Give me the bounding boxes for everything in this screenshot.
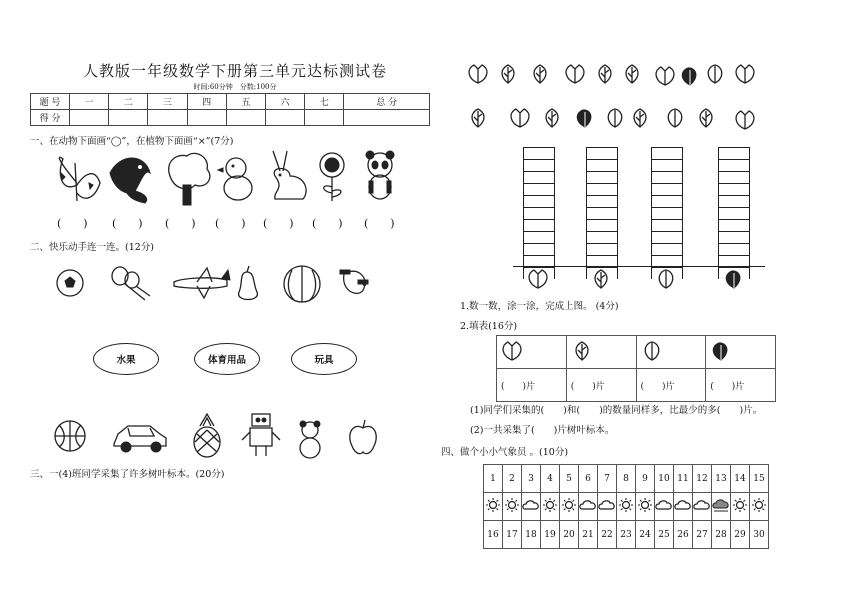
day-number: 2	[503, 465, 522, 493]
bar-column-1[interactable]	[523, 147, 555, 279]
count-cell[interactable]: ( )片	[706, 369, 776, 402]
bar-column-4[interactable]	[718, 147, 750, 279]
day-number: 8	[617, 465, 636, 493]
robot-icon	[242, 414, 280, 456]
day-number: 27	[693, 521, 712, 549]
day-number: 18	[522, 521, 541, 549]
page-title: 人教版一年级数学下册第三单元达标测试卷	[82, 62, 387, 80]
sunny-icon	[503, 493, 522, 521]
leaf-c-icon	[645, 342, 659, 360]
count-cell[interactable]: ( )片	[636, 369, 706, 402]
q3-sub1: 1.数一数，涂一涂，完成上图。 (4分)	[460, 301, 619, 312]
apple-icon	[350, 420, 376, 454]
count-cell[interactable]: ( )片	[497, 369, 567, 402]
day-number: 6	[579, 465, 598, 493]
q3-question-b: (2)一共采集了( )片树叶标本。	[470, 425, 615, 436]
category-sports[interactable]	[194, 343, 260, 375]
day-number: 14	[731, 465, 750, 493]
cloudy-icon	[693, 493, 712, 521]
answer-blank[interactable]: ( )	[57, 217, 88, 230]
day-number: 16	[484, 521, 503, 549]
leaf-a-icon	[503, 342, 521, 360]
category-label: 水果	[116, 355, 136, 366]
sunny-icon	[541, 493, 560, 521]
day-number: 29	[731, 521, 750, 549]
count-cell[interactable]: ( )片	[566, 369, 636, 402]
score-cell[interactable]	[70, 110, 109, 126]
score-header: 四	[187, 94, 226, 110]
leaf-count-table	[496, 335, 776, 402]
teddy-bear-icon	[300, 421, 320, 458]
day-number: 3	[522, 465, 541, 493]
day-number: 4	[541, 465, 560, 493]
score-cell[interactable]	[344, 110, 430, 126]
day-number: 23	[617, 521, 636, 549]
score-header: 七	[305, 94, 344, 110]
day-number: 1	[484, 465, 503, 493]
day-number: 15	[750, 465, 769, 493]
chart-leaf-labels	[520, 268, 770, 290]
day-number: 10	[655, 465, 674, 493]
day-number: 13	[712, 465, 731, 493]
answer-blank[interactable]: ( )	[263, 217, 294, 230]
day-number: 21	[579, 521, 598, 549]
sunny-icon	[560, 493, 579, 521]
day-number: 9	[636, 465, 655, 493]
q2-top-pictures	[50, 258, 390, 308]
cloudy-icon	[522, 493, 541, 521]
day-number: 25	[655, 521, 674, 549]
score-header: 一	[70, 94, 109, 110]
score-header: 六	[265, 94, 304, 110]
q2-bottom-pictures	[50, 410, 390, 460]
football-icon	[57, 270, 83, 296]
question-4: 四、做个小小气象员 。(10分)	[441, 447, 569, 458]
panda-icon	[366, 151, 394, 199]
tree-icon	[169, 153, 210, 205]
jump-rope-icon	[340, 270, 368, 293]
day-number: 30	[750, 521, 769, 549]
dolphin-icon	[110, 158, 150, 203]
category-label: 体育用品	[207, 355, 246, 366]
score-header: 二	[109, 94, 148, 110]
score-cell[interactable]	[109, 110, 148, 126]
score-cell[interactable]	[305, 110, 344, 126]
bar-column-2[interactable]	[586, 147, 618, 279]
score-cell[interactable]	[265, 110, 304, 126]
day-number: 11	[674, 465, 693, 493]
day-number: 5	[560, 465, 579, 493]
sunny-icon	[617, 493, 636, 521]
cloudy-icon	[579, 493, 598, 521]
day-number: 19	[541, 521, 560, 549]
leaf-b-icon	[576, 342, 588, 360]
cloudy-icon	[598, 493, 617, 521]
leaf-d-icon	[726, 271, 740, 288]
score-row-label: 得 分	[31, 110, 70, 126]
q3-sub2: 2.填表(16分)	[460, 321, 518, 332]
day-number: 12	[693, 465, 712, 493]
overcast-icon	[712, 493, 731, 521]
day-number: 28	[712, 521, 731, 549]
score-table	[30, 93, 430, 126]
score-header: 五	[226, 94, 265, 110]
score-cell[interactable]	[148, 110, 187, 126]
leaf-a-icon	[529, 270, 547, 288]
question-2: 二、快乐动手连一连。(12分)	[30, 242, 155, 253]
answer-blank[interactable]: ( )	[312, 217, 343, 230]
day-number: 20	[560, 521, 579, 549]
day-number: 7	[598, 465, 617, 493]
score-cell[interactable]	[226, 110, 265, 126]
airplane-icon	[174, 268, 230, 298]
q1-pictures	[50, 148, 410, 208]
badminton-rackets-icon	[112, 267, 150, 300]
answer-blank[interactable]: ( )	[165, 217, 196, 230]
score-cell[interactable]	[187, 110, 226, 126]
score-header: 三	[148, 94, 187, 110]
score-header: 总 分	[344, 94, 430, 110]
cloudy-icon	[674, 493, 693, 521]
pineapple-icon	[194, 414, 220, 457]
sunny-icon	[636, 493, 655, 521]
sunny-icon	[484, 493, 503, 521]
rabbit-icon	[273, 151, 306, 199]
chick-icon	[218, 158, 252, 200]
score-row-label: 题 号	[31, 94, 70, 110]
sunny-icon	[731, 493, 750, 521]
pear-icon	[239, 266, 258, 300]
sunflower-icon	[320, 153, 344, 201]
sunny-icon	[750, 493, 769, 521]
category-label: 玩具	[314, 355, 334, 366]
question-1: 一、在动物下面画“◯”，在植物下面画“×”(7分)	[30, 136, 234, 147]
exam-info: 时间:60分钟 分数:100分	[193, 83, 277, 91]
answer-blank[interactable]: ( )	[112, 217, 143, 230]
day-number: 17	[503, 521, 522, 549]
weather-table	[483, 464, 769, 549]
day-number: 22	[598, 521, 617, 549]
day-number: 26	[674, 521, 693, 549]
leaf-specimens	[460, 55, 790, 135]
butterfly-icon	[59, 157, 100, 201]
basketball-icon	[55, 421, 85, 451]
answer-blank[interactable]: ( )	[215, 217, 246, 230]
answer-blank[interactable]: ( )	[364, 217, 395, 230]
toy-car-icon	[114, 426, 166, 452]
day-number: 24	[636, 521, 655, 549]
q3-question-a: (1)同学们采集的( )和( )的数量同样多，比最少的多( )片。	[470, 405, 763, 416]
leaf-d-icon	[713, 342, 727, 359]
cloudy-icon	[655, 493, 674, 521]
category-fruit[interactable]	[93, 343, 159, 375]
watermelon-icon	[284, 266, 320, 302]
question-3: 三、一(4)班同学采集了许多树叶标本。(20分)	[30, 469, 225, 480]
leaf-b-icon	[472, 65, 712, 127]
bar-column-3[interactable]	[651, 147, 683, 279]
leaf-c-icon	[659, 270, 673, 288]
leaf-b-icon	[595, 270, 607, 288]
category-toys[interactable]	[291, 343, 357, 375]
